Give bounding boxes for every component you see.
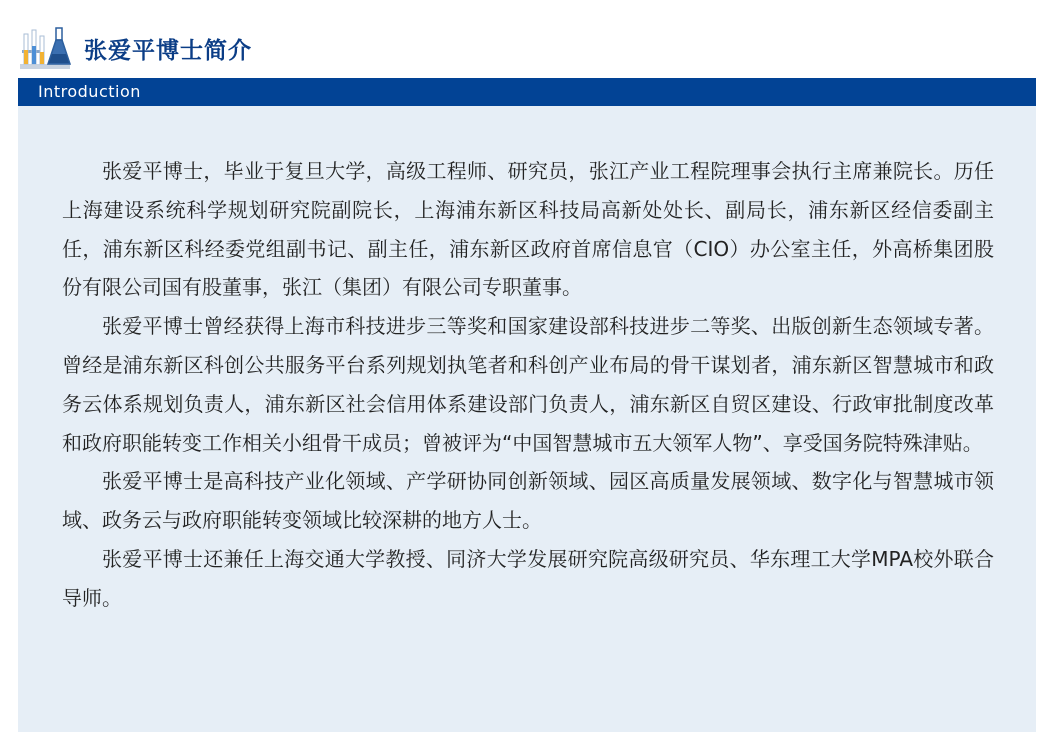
paragraph-expertise: 张爱平博士是高科技产业化领域、产学研协同创新领域、园区高质量发展领域、数字化与智慧城市领域、政务云与政府职能转变领域比较深耕的地方人士。: [62, 469, 994, 533]
lab-flask-icon: [18, 16, 74, 72]
page-title: 张爱平博士简介: [84, 38, 252, 64]
subtitle-bar: [18, 78, 1036, 106]
page-header: [18, 14, 1036, 76]
paragraph-affiliations: 张爱平博士还兼任上海交通大学教授、同济大学发展研究院高级研究员、华东理工大学MPA校外联合导师。: [62, 546, 994, 610]
paragraph-education-career: 张爱平博士，毕业于复旦大学，高级工程师、研究员，张江产业工程院理事会执行主席兼院长。历任上海建设系统科学规划研究院副院长，上海浦东新区科技局高新处处长、副局长，浦东新区经信委副主任，浦东新区科经委党组副书记、副主任，浦东新区政府首席信息官（CIO）办公室主任，外高桥集团股份有限公司国有股董事，张江（集团）有限公司专职董事。: [62, 159, 994, 300]
subtitle-text: Introduction: [38, 82, 141, 101]
paragraph-awards: 张爱平博士曾经获得上海市科技进步三等奖和国家建设部科技进步二等奖、出版创新生态领域专著。曾经是浦东新区科创公共服务平台系列规划执笔者和科创产业布局的骨干谋划者，浦东新区智慧城市和政务云体系规划负责人，浦东新区社会信用体系建设部门负责人，浦东新区自贸区建设、行政审批制度改革和政府职能转变工作相关小组骨干成员；曾被评为“中国智慧城市五大领军人物”、享受国务院特殊津贴。: [62, 314, 994, 455]
content-panel: [18, 106, 1036, 732]
biography-text: [62, 152, 994, 618]
